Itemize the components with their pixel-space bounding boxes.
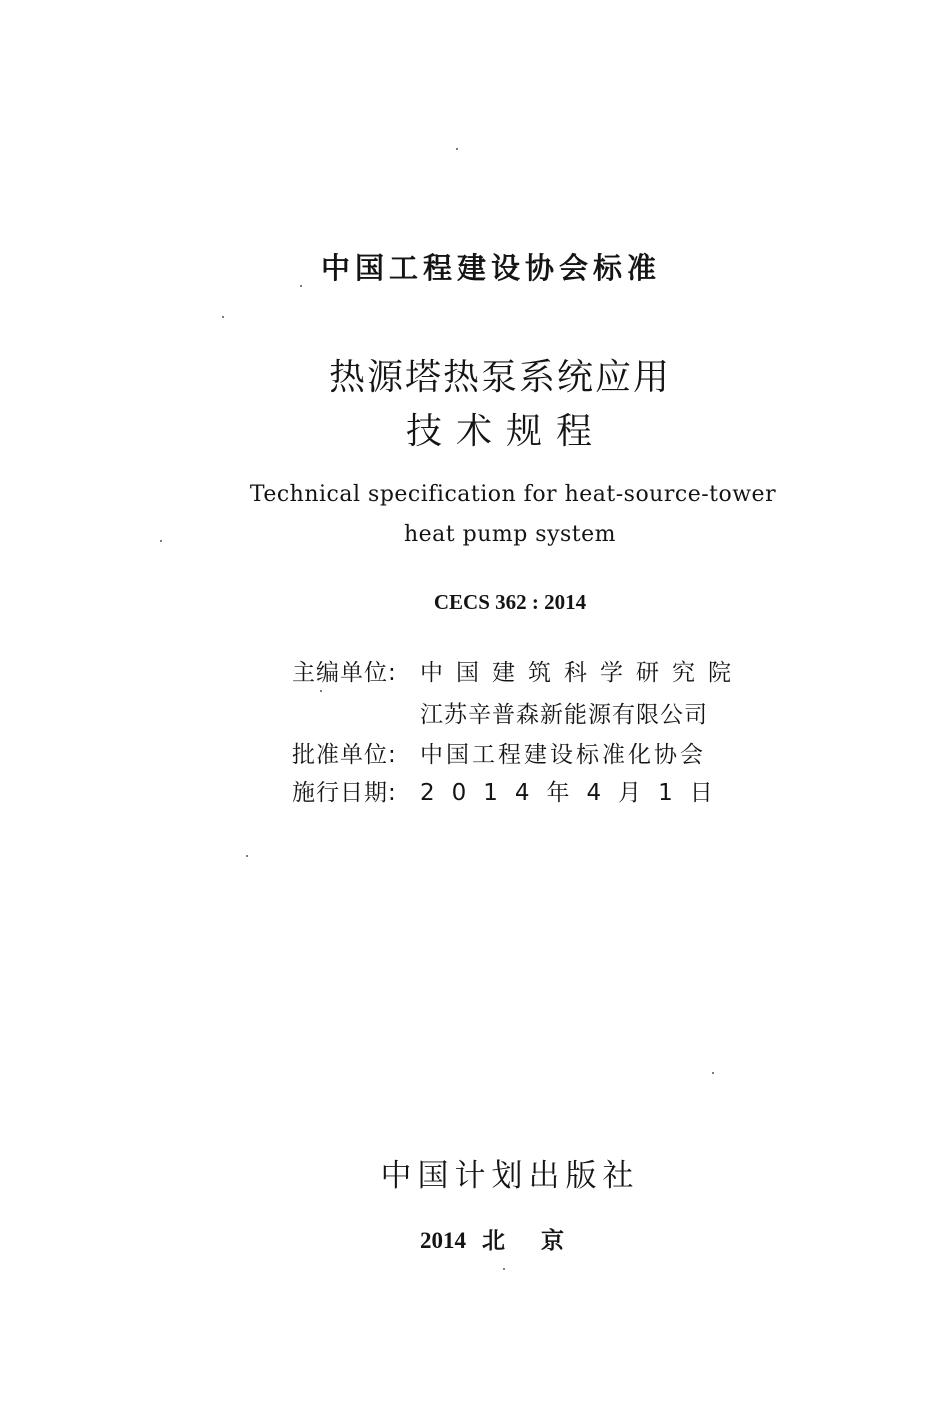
- document-title-line-2: 技术规程: [405, 411, 606, 452]
- publisher-name: 中国计划出版社: [380, 1158, 640, 1194]
- scan-speck: [320, 690, 322, 692]
- scan-speck: [300, 285, 302, 287]
- chief-editor-unit-2: 江苏辛普森新能源有限公司: [420, 702, 708, 728]
- scan-speck: [503, 1268, 505, 1270]
- standard-series-title: 中国工程建设协会标准: [320, 251, 661, 285]
- chief-editor-label: 主编单位:: [292, 660, 397, 686]
- scan-speck: [246, 855, 248, 857]
- effective-date: 2014年4月1日: [420, 780, 730, 806]
- approver-label: 批准单位:: [292, 742, 397, 768]
- publication-year: 2014: [420, 1228, 466, 1253]
- scan-speck: [712, 1072, 714, 1074]
- chief-editor-unit-1: 中国建筑科学研究院: [420, 660, 744, 686]
- chief-editor-row: [0, 654, 950, 686]
- scan-speck: [160, 540, 162, 542]
- scan-speck: [222, 316, 224, 318]
- english-title-line-1: Technical specification for heat-source-tower: [249, 482, 777, 507]
- english-title-line-2: heat pump system: [403, 522, 617, 547]
- effective-date-row: [0, 774, 950, 806]
- approver-unit: 中国工程建设标准化协会: [420, 742, 706, 768]
- publication-place: [0, 1222, 950, 1255]
- effective-date-label: 施行日期:: [292, 780, 397, 806]
- chief-editor-row-2: [0, 696, 950, 728]
- approver-row: [0, 736, 950, 768]
- standard-code: CECS 362 : 2014: [433, 590, 587, 614]
- document-title-line-1: 热源塔热泵系统应用: [328, 357, 671, 398]
- publication-city: 北京: [482, 1228, 600, 1254]
- scan-speck: [456, 148, 458, 150]
